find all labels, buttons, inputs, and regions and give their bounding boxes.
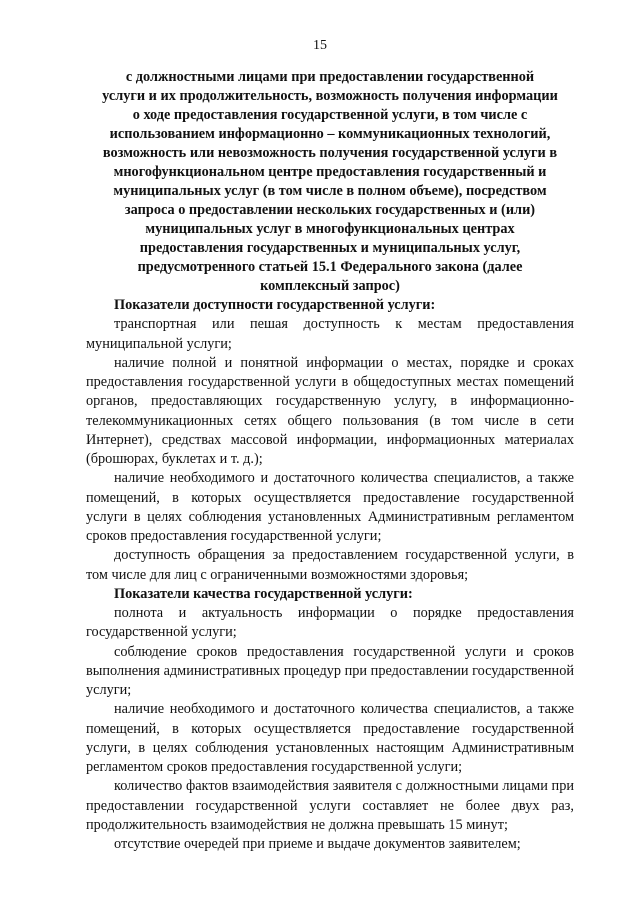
heading-line: о ходе предоставления государственной услуги, в том числе с — [132, 107, 528, 123]
page-number: 15 — [313, 38, 327, 53]
heading-line: предусмотренного статьей 15.1 Федерального закона (далее — [137, 259, 523, 275]
quality-item: отсутствие очередей при приеме и выдаче документов заявителем; — [114, 836, 521, 852]
heading-line: запроса о предоставлении нескольких государственных и (или) — [124, 202, 536, 218]
accessibility-item: транспортная или пешая доступность к местам предоставления муниципальной услуги; — [86, 316, 574, 352]
heading-line: с должностными лицами при предоставлении государственной — [125, 69, 535, 85]
quality-item: наличие необходимого и достаточного количества специалистов, а также помещений, в которых осуществляется предоставление государственной услуги, в целях соблюдения установленных настоящим Административным регламентом сроков предоставления государственной услуги; — [86, 701, 574, 775]
heading-line: услуги и их продолжительность, возможность получения информации — [102, 88, 558, 104]
section-heading — [86, 68, 574, 296]
heading-line: комплексный запрос) — [260, 278, 400, 294]
quality-item: соблюдение сроков предоставления государственной услуги и сроков выполнения административных процедур при предоставлении государственной услуги; — [86, 643, 574, 698]
heading-line: использованием информационно – коммуникационных технологий, — [109, 126, 551, 142]
accessibility-item: наличие полной и понятной информации о местах, порядке и сроках предоставления государственной услуги в общедоступных местах помещений органов, предоставляющих государственную услугу, в информационно-телекоммуникационных сетях общего пользования (в том числе в сети Интернет), средствах массовой информации, информационных материалах (брошюрах, буклетах и т. д.); — [86, 354, 574, 467]
quality-item: количество фактов взаимодействия заявителя с должностными лицами при предоставлении государственной услуги составляет не более двух раз, продолжительность взаимодействия не должна превышать 15 минут; — [86, 778, 574, 833]
document-body — [86, 296, 574, 854]
heading-line: предоставления государственных и муниципальных услуг, — [139, 240, 521, 256]
heading-line: муниципальных услуг (в том числе в полном объеме), посредством — [113, 183, 547, 199]
accessibility-item: наличие необходимого и достаточного количества специалистов, а также помещений, в которых осуществляется предоставление государственной услуги в целях соблюдения установленных Административным регламентом сроков предоставления государственной услуги; — [86, 470, 574, 544]
heading-line: возможность или невозможность получения государственной услуги в — [102, 145, 558, 161]
heading-line: муниципальных услуг в многофункциональных центрах — [145, 221, 515, 237]
accessibility-title: Показатели доступности государственной услуги: — [114, 297, 436, 313]
quality-title: Показатели качества государственной услуги: — [114, 585, 413, 602]
accessibility-item: доступность обращения за предоставлением государственной услуги, в том числе для лиц с ограниченными возможностями здоровья; — [86, 547, 574, 583]
heading-line: многофункциональном центре предоставления государственный и — [113, 164, 547, 180]
quality-item: полнота и актуальность информации о порядке предоставления государственной услуги; — [86, 605, 574, 641]
